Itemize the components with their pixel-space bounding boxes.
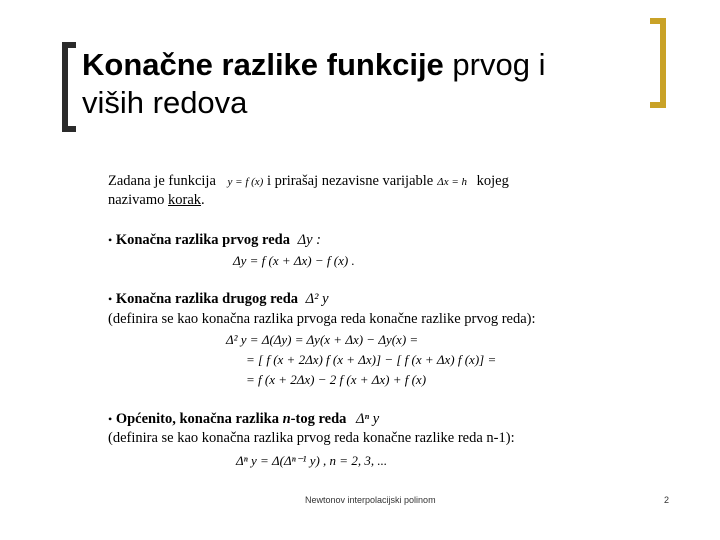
title-line2: viših redova [82,85,248,120]
page-number: 2 [664,495,670,505]
second-order-formula-3: = f (x + 2Δx) − 2 f (x + Δx) + f (x) [246,372,427,387]
title-bracket-right [650,18,666,108]
intro-line2: nazivamo korak. [108,192,205,208]
first-order-formula: Δy = f (x + Δx) − f (x) . [233,253,355,268]
second-order-formula-1: Δ² y = Δ(Δy) = Δy(x + Δx) − Δy(x) = [226,332,419,347]
title-bold: Konačne razlike funkcije [82,47,444,82]
general-formula: Δⁿ y = Δ(Δⁿ⁻¹ y) , n = 2, 3, ... [236,453,388,468]
intro-line1: Zadana je funkcija y = f (x) i prirašaj nezavisne varijable Δx = h kojeg [108,173,509,189]
title-bracket-left [62,42,76,132]
footer-title: Newtonov interpolacijski polinom [305,495,436,505]
second-order-formula-2: = [ f (x + 2Δx) f (x + Δx)] − [ f (x + Δx) f (x)] = [246,352,497,367]
second-order-heading: • Konačna razlika drugog reda Δ² y [108,291,329,307]
first-order-heading: • Konačna razlika prvog reda Δy : [108,232,321,248]
second-order-definition: (definira se kao konačna razlika prvoga reda konačne razlike prvog reda): [108,311,536,327]
general-heading: • Općenito, konačna razlika n-tog reda Δⁿ y [108,411,380,427]
general-definition: (definira se kao konačna razlika prvog reda konačne razlike reda n-1): [108,430,515,446]
slide-title [82,46,642,122]
title-rest: prvog i [443,47,546,82]
